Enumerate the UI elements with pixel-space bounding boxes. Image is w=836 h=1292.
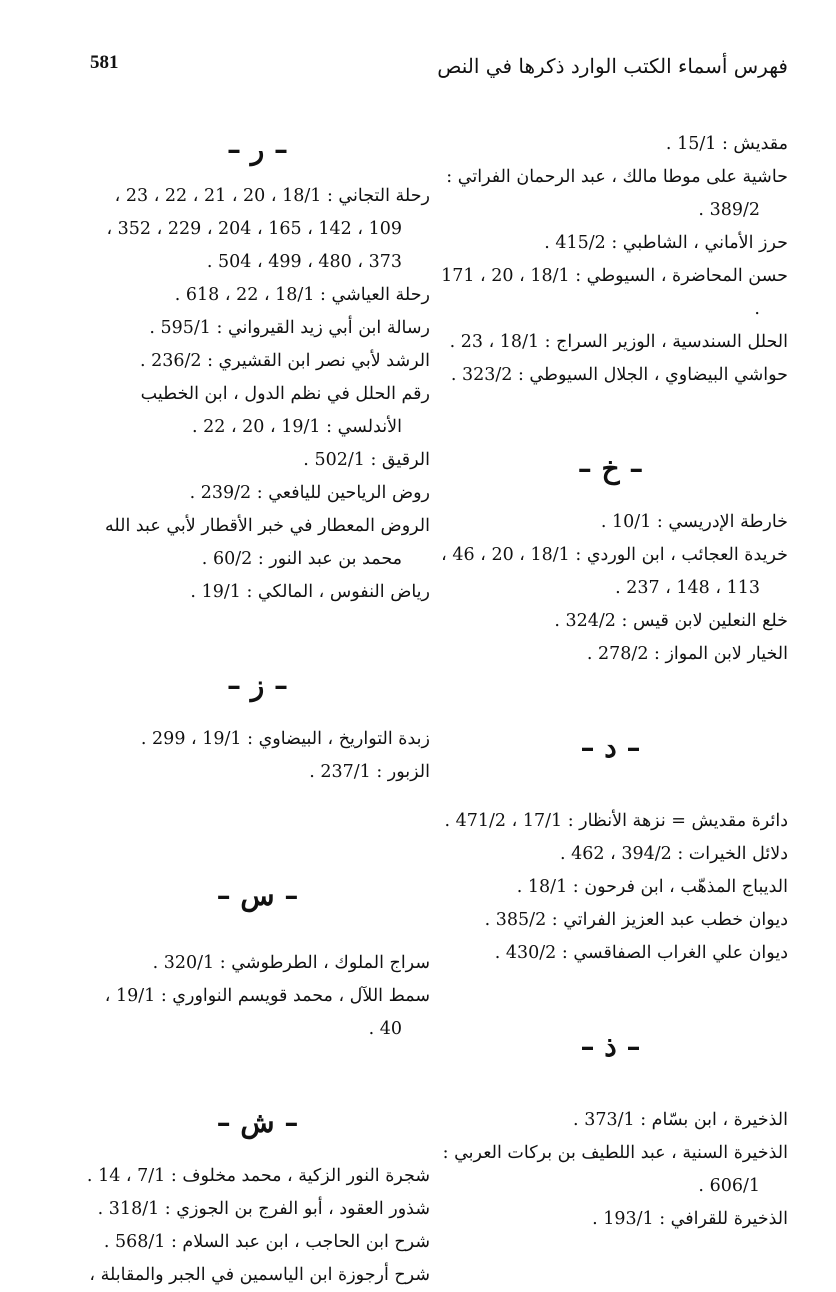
- section-heading: – س –: [216, 879, 299, 912]
- left-column: [85, 128, 430, 1292]
- index-entry: خارطة الإدريسي : 10/1 .: [600, 512, 788, 532]
- index-entry: رحلة العياشي : 18/1 ، 22 ، 618 .: [174, 285, 430, 305]
- index-entry: الذخيرة للقرافي : 193/1 .: [592, 1209, 788, 1229]
- section-ra: [85, 128, 430, 609]
- index-entry: حرز الأماني ، الشاطبي : 415/2 .: [544, 233, 788, 253]
- entry-list: [85, 947, 430, 1046]
- index-entry: شذور العقود ، أبو الفرج بن الجوزي : 318/1 .: [97, 1199, 430, 1219]
- index-entry: دائرة مقديش = نزهة الأنظار : 17/1 ، 471/2 .: [444, 811, 788, 831]
- section-sin: [85, 859, 430, 1046]
- index-entry: سراج الملوك ، الطرطوشي : 320/1 .: [152, 953, 430, 973]
- index-entry: روض الرياحين لليافعي : 239/2 .: [189, 483, 430, 503]
- index-entry: شرح أرجوزة ابن الياسمين في الجبر والمقابلة ،: [89, 1265, 430, 1285]
- entry-list: [85, 180, 430, 609]
- section-h-continued: [433, 128, 788, 392]
- index-entry: الرقيق : 502/1 .: [303, 450, 430, 470]
- index-entry: شجرة النور الزكية ، محمد مخلوف : 7/1 ، 14 .: [86, 1166, 430, 1186]
- section-zay: [85, 649, 430, 789]
- index-entry: سمط اللآل ، محمد قويسم النواوري : 19/1 ، 40 .: [104, 986, 430, 1039]
- index-entry: حاشية على موطا مالك ، عبد الرحمان الفراتي : 389/2 .: [446, 167, 788, 220]
- index-entry: الرشد لأبي نصر ابن القشيري : 236/2 .: [139, 351, 430, 371]
- index-entry: مقديش : 15/1 .: [665, 134, 788, 154]
- section-dhal: [433, 1010, 788, 1236]
- section-kha: [433, 432, 788, 671]
- section-heading: – ش –: [216, 1106, 299, 1139]
- index-entry: الديباج المذهّب ، ابن فرحون : 18/1 .: [516, 877, 788, 897]
- index-entry: الروض المعطار في خبر الأقطار لأبي عبد الله محمد بن عبد النور : 60/2 .: [104, 516, 430, 569]
- entry-list: [433, 1104, 788, 1236]
- right-column: [433, 128, 788, 1236]
- section-heading: – ز –: [226, 669, 289, 702]
- index-entry: حواشي البيضاوي ، الجلال السيوطي : 323/2 .: [450, 365, 788, 385]
- entry-list: [433, 506, 788, 671]
- entry-list: [433, 128, 788, 392]
- index-entry: رياض النفوس ، المالكي : 19/1 .: [190, 582, 430, 602]
- section-heading: – خ –: [577, 452, 644, 485]
- index-entry: الخيار لابن المواز : 278/2 .: [586, 644, 788, 664]
- running-header: فهرس أسماء الكتب الوارد ذكرها في النص: [437, 54, 788, 78]
- index-entry: رحلة التجاني : 18/1 ، 20 ، 21 ، 22 ، 23 ، 109 ، 142 ، 165 ، 204 ، 229 ، 352 ، 373 ، 480 ، 499 ، 504 .: [106, 186, 430, 272]
- index-entry: حسن المحاضرة ، السيوطي : 18/1 ، 20 ، 171 .: [441, 266, 788, 319]
- index-entry: دلائل الخيرات : 394/2 ، 462 .: [559, 844, 788, 864]
- index-entry: الحلل السندسية ، الوزير السراج : 18/1 ، 23 .: [449, 332, 788, 352]
- index-entry: ديوان علي الغراب الصفاقسي : 430/2 .: [494, 943, 788, 963]
- index-entry: الذخيرة ، ابن بسّام : 373/1 .: [573, 1110, 788, 1130]
- section-heading: – ذ –: [580, 1030, 641, 1063]
- index-entry: رسالة ابن أبي زيد القيرواني : 595/1 .: [149, 318, 430, 338]
- index-entry: شرح ابن الحاجب ، ابن عبد السلام : 568/1 .: [103, 1232, 430, 1252]
- index-entry: الزبور : 237/1 .: [309, 762, 430, 782]
- index-entry: خريدة العجائب ، ابن الوردي : 18/1 ، 20 ، 46 ، 113 ، 148 ، 237 .: [441, 545, 788, 598]
- section-heading: – د –: [580, 731, 641, 764]
- index-entry: زبدة التواريخ ، البيضاوي : 19/1 ، 299 .: [140, 729, 430, 749]
- section-heading: – ر –: [226, 133, 289, 166]
- index-entry: خلع النعلين لابن قيس : 324/2 .: [554, 611, 788, 631]
- section-dal: [433, 711, 788, 970]
- entry-list: [85, 723, 430, 789]
- page-number: 581: [90, 52, 119, 73]
- index-entry: رقم الحلل في نظم الدول ، ابن الخطيب الأندلسي : 19/1 ، 20 ، 22 .: [140, 384, 430, 437]
- entry-list: [85, 1160, 430, 1292]
- entry-list: [433, 805, 788, 970]
- index-entry: الذخيرة السنية ، عبد اللطيف بن بركات العربي : 606/1 .: [442, 1143, 788, 1196]
- section-shin: [85, 1086, 430, 1292]
- index-entry: ديوان خطب عبد العزيز الفراتي : 385/2 .: [484, 910, 788, 930]
